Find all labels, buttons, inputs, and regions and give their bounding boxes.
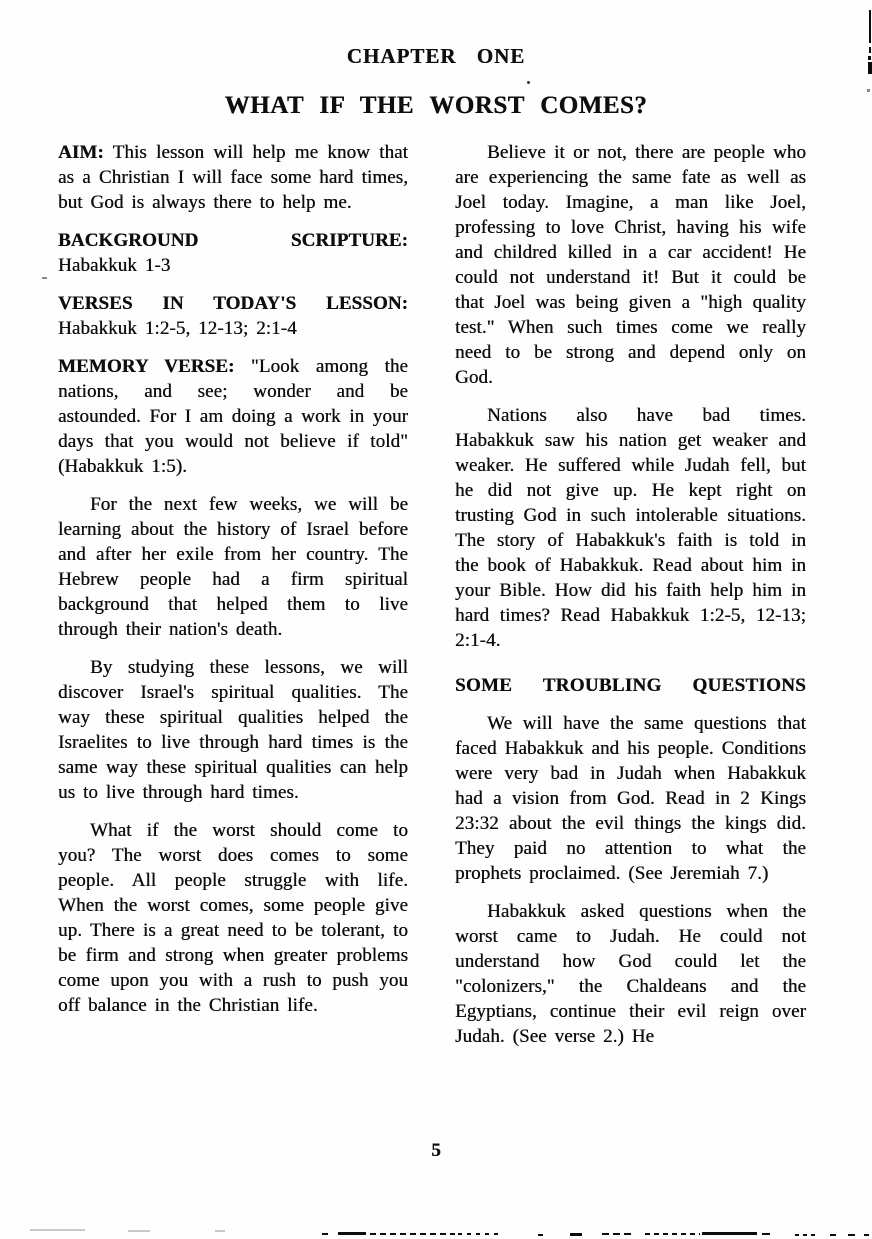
background-scripture-label: BACKGROUND SCRIPTURE: bbox=[58, 230, 408, 251]
body-paragraph: Believe it or not, there are people who are experiencing the same fate as well as Joel today. Imagine, a man like Joel, professing to love Christ, having his wife and childred killed in a car accident! He could not understand it! But it could be that Joel was being given a "high quality test." When such times come we really need to be strong and depend only on God. bbox=[455, 142, 806, 388]
chapter-heading: CHAPTER ONE bbox=[346, 44, 526, 68]
body-paragraph: What if the worst should come to you? The worst does comes to some people. All people struggle with life. When the worst comes, some people give up. There is a great need to be tolerant, to be firm and strong when greater problems come upon you with a rush to push you off balance in the Christian life. bbox=[58, 820, 408, 1016]
memory-verse-text: "Look among the nations, and see; wonder and be astounded. For I am doing a work in your days that you would not believe if told" (Habakkuk 1:5). bbox=[58, 356, 408, 477]
page-body bbox=[58, 140, 806, 1049]
scan-artifact bbox=[702, 1232, 757, 1235]
scan-artifact bbox=[795, 1234, 819, 1236]
scan-artifact bbox=[30, 1229, 85, 1231]
memory-verse-label: MEMORY VERSE: bbox=[58, 356, 235, 377]
page-number: 5 bbox=[431, 1140, 441, 1161]
scan-artifact bbox=[869, 47, 871, 53]
scan-artifact bbox=[458, 1233, 503, 1235]
scan-artifact bbox=[868, 56, 871, 60]
scan-artifact bbox=[869, 10, 871, 43]
verses-text: Habakkuk 1:2-5, 12-13; 2:1-4 bbox=[58, 318, 297, 339]
scan-artifact bbox=[527, 81, 530, 84]
scan-artifact bbox=[830, 1234, 836, 1236]
scan-artifact bbox=[848, 1234, 855, 1236]
left-column bbox=[58, 140, 408, 1049]
scan-artifact bbox=[370, 1233, 455, 1235]
right-column bbox=[455, 140, 806, 1049]
scan-artifact bbox=[762, 1233, 770, 1235]
memory-verse-paragraph bbox=[58, 354, 408, 479]
scan-artifact bbox=[215, 1230, 225, 1232]
body-paragraph: Habakkuk asked questions when the worst came to Judah. He could not understand how God could let the "colonizers," the Chaldeans and the Egyptians, continue their evil reign over Judah. (See verse 2.) He bbox=[455, 901, 806, 1047]
scan-artifact bbox=[128, 1230, 150, 1232]
scan-artifact bbox=[570, 1233, 582, 1236]
verses-label: VERSES IN TODAY'S LESSON: bbox=[58, 293, 408, 314]
aim-label: AIM: bbox=[58, 142, 104, 163]
scan-artifact bbox=[338, 1232, 366, 1235]
body-paragraph: For the next few weeks, we will be learning about the history of Israel before and after her exile from her country. The Hebrew people had a firm spiritual background that helped them to live through their nation's death. bbox=[58, 494, 408, 640]
verses-paragraph bbox=[58, 291, 408, 341]
scan-artifact bbox=[42, 277, 47, 279]
page-title: WHAT IF THE WORST COMES? bbox=[224, 92, 648, 119]
background-scripture-paragraph bbox=[58, 228, 408, 278]
scan-artifact bbox=[538, 1234, 543, 1236]
scan-artifact bbox=[867, 89, 870, 92]
scan-artifact bbox=[602, 1233, 634, 1235]
scan-artifact bbox=[645, 1233, 700, 1235]
body-paragraph: By studying these lessons, we will discover Israel's spiritual qualities. The way these spiritual qualities helped the Israelites to live through hard times is the same way these spiritual qualities can help us to live through hard times. bbox=[58, 657, 408, 803]
body-paragraph: We will have the same questions that faced Habakkuk and his people. Conditions were very bad in Judah when Habakkuk had a vision from God. Read in 2 Kings 23:32 about the evil things the kings did. They paid no attention to what the prophets proclaimed. (See Jeremiah 7.) bbox=[455, 713, 806, 884]
aim-paragraph bbox=[58, 140, 408, 215]
scan-artifact bbox=[322, 1233, 328, 1235]
aim-text: This lesson will help me know that as a Christian I will face some hard times, but God is always there to help me. bbox=[58, 142, 408, 213]
scan-artifact bbox=[868, 62, 872, 74]
body-paragraph: Nations also have bad times. Habakkuk saw his nation get weaker and weaker. He suffered while Judah fell, but he did not give up. He kept right on trusting God in such intolerable situations. The story of Habakkuk's faith is told in the book of Habakkuk. Read about him in your Bible. How did his faith help him in hard times? Read Habakkuk 1:2-5, 12-13; 2:1-4. bbox=[455, 405, 806, 651]
section-heading: SOME TROUBLING QUESTIONS bbox=[455, 675, 806, 696]
background-scripture-text: Habakkuk 1-3 bbox=[58, 255, 171, 276]
scan-artifact bbox=[864, 1234, 869, 1236]
